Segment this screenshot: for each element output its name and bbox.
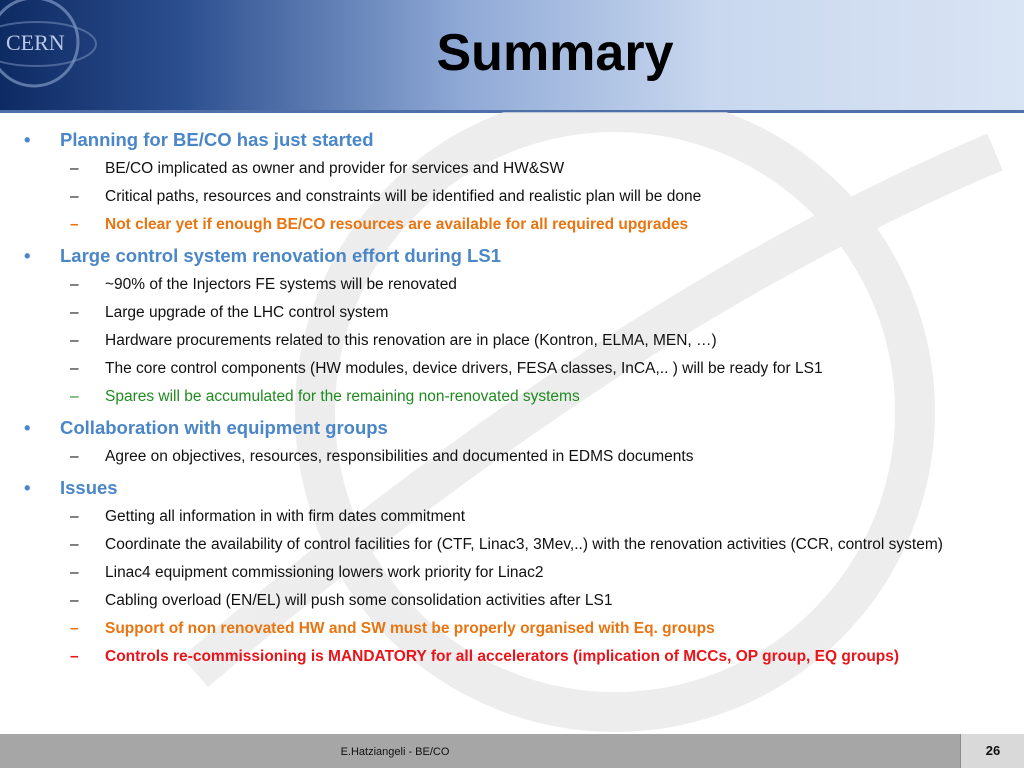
slide-footer bbox=[0, 734, 1024, 768]
bullet-heading-text: Large control system renovation effort during LS1 bbox=[60, 245, 501, 266]
sub-bullet-text: Large upgrade of the LHC control system bbox=[105, 304, 389, 321]
cern-logo-icon bbox=[0, 0, 110, 110]
sub-bullet-item bbox=[20, 357, 1010, 380]
slide-title: Summary bbox=[436, 24, 674, 82]
bullet-heading bbox=[20, 128, 1010, 152]
dash-icon: – bbox=[70, 388, 79, 405]
sub-bullet-item bbox=[20, 617, 1010, 640]
sub-bullet-text: Controls re-commissioning is MANDATORY for all accelerators (implication of MCCs, OP group, EQ groups) bbox=[105, 648, 900, 665]
dash-icon: – bbox=[70, 188, 79, 205]
sub-bullet-text: ~90% of the Injectors FE systems will be renovated bbox=[105, 276, 457, 293]
slide-header bbox=[0, 0, 1024, 113]
dash-icon: – bbox=[70, 648, 79, 665]
sub-bullet-item bbox=[20, 301, 1010, 324]
sub-bullet-text: Coordinate the availability of control facilities for (CTF, Linac3, 3Mev,..) with the renovation activities (CCR, control system) bbox=[105, 536, 943, 553]
bullet-heading bbox=[20, 244, 1010, 268]
sub-bullet-text: The core control components (HW modules, device drivers, FESA classes, InCA,.. ) will be ready for LS1 bbox=[105, 360, 823, 377]
page-number-box bbox=[960, 734, 1024, 768]
logo-text: CERN bbox=[6, 30, 65, 55]
sub-bullet-text: Hardware procurements related to this renovation are in place (Kontron, ELMA, MEN, …) bbox=[105, 332, 717, 349]
sub-bullet-item bbox=[20, 589, 1010, 612]
bullet-dot-icon: • bbox=[24, 417, 31, 438]
sub-bullet-item bbox=[20, 561, 1010, 584]
dash-icon: – bbox=[70, 332, 79, 349]
dash-icon: – bbox=[70, 536, 79, 553]
dash-icon: – bbox=[70, 360, 79, 377]
footer-author: E.Hatziangeli - BE/CO bbox=[340, 746, 450, 758]
bullet-heading-text: Issues bbox=[60, 477, 118, 498]
sub-bullet-item bbox=[20, 273, 1010, 296]
dash-icon: – bbox=[70, 448, 79, 465]
page-number: 26 bbox=[985, 743, 1001, 758]
sub-bullet-item bbox=[20, 505, 1010, 528]
sub-bullet-text: Agree on objectives, resources, responsibilities and documented in EDMS documents bbox=[105, 448, 694, 465]
sub-bullet-text: Critical paths, resources and constraints will be identified and realistic plan will be done bbox=[105, 188, 702, 205]
sub-bullet-text: Linac4 equipment commissioning lowers work priority for Linac2 bbox=[105, 564, 544, 581]
sub-bullet-text: Not clear yet if enough BE/CO resources are available for all required upgrades bbox=[105, 216, 689, 233]
slide-content bbox=[20, 120, 1010, 668]
sub-bullet-item bbox=[20, 445, 1010, 468]
sub-bullet-item bbox=[20, 329, 1010, 352]
bullet-heading bbox=[20, 416, 1010, 440]
dash-icon: – bbox=[70, 508, 79, 525]
sub-bullet-text: Getting all information in with firm dates commitment bbox=[105, 508, 466, 525]
sub-bullet-text: Cabling overload (EN/EL) will push some consolidation activities after LS1 bbox=[105, 592, 613, 609]
dash-icon: – bbox=[70, 592, 79, 609]
bullet-dot-icon: • bbox=[24, 129, 31, 150]
dash-icon: – bbox=[70, 620, 79, 637]
sub-bullet-item bbox=[20, 533, 1010, 556]
dash-icon: – bbox=[70, 304, 79, 321]
sub-bullet-item bbox=[20, 385, 1010, 408]
bullet-heading-text: Planning for BE/CO has just started bbox=[60, 129, 374, 150]
bullet-dot-icon: • bbox=[24, 477, 31, 498]
dash-icon: – bbox=[70, 276, 79, 293]
dash-icon: – bbox=[70, 216, 79, 233]
dash-icon: – bbox=[70, 160, 79, 177]
bullet-dot-icon: • bbox=[24, 245, 31, 266]
sub-bullet-text: Support of non renovated HW and SW must be properly organised with Eq. groups bbox=[105, 620, 715, 637]
sub-bullet-item bbox=[20, 645, 1010, 668]
bullet-heading bbox=[20, 476, 1010, 500]
sub-bullet-item bbox=[20, 157, 1010, 180]
dash-icon: – bbox=[70, 564, 79, 581]
sub-bullet-item bbox=[20, 185, 1010, 208]
sub-bullet-text: Spares will be accumulated for the remaining non-renovated systems bbox=[105, 388, 580, 405]
sub-bullet-item bbox=[20, 213, 1010, 236]
bullet-heading-text: Collaboration with equipment groups bbox=[60, 417, 388, 438]
sub-bullet-text: BE/CO implicated as owner and provider for services and HW&SW bbox=[105, 160, 565, 177]
